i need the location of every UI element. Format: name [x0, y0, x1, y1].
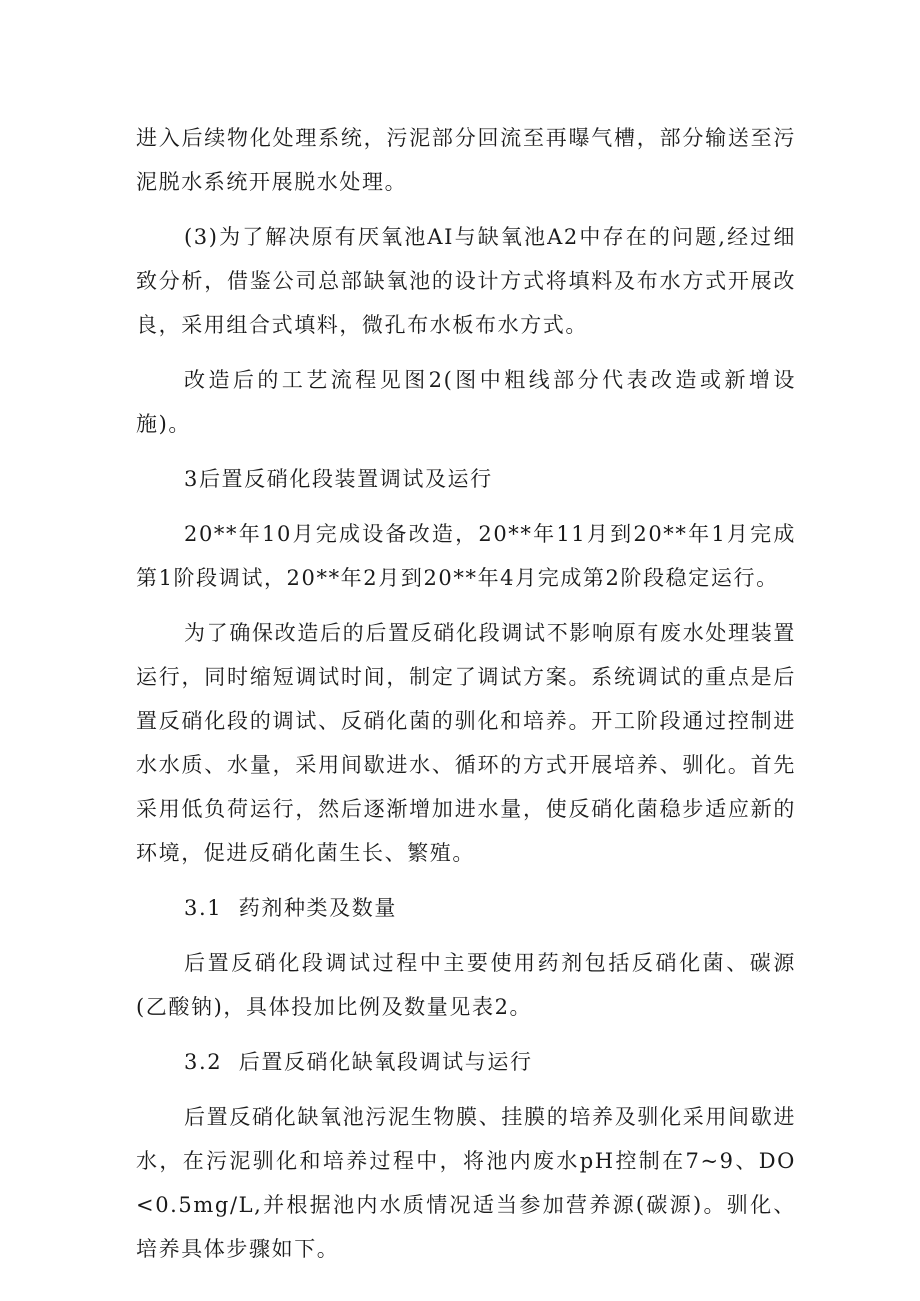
paragraph-schedule: 20**年10月完成设备改造，20**年11月到20**年1月完成第1阶段调试，20**年2月到20**年4月完成第2阶段稳定运行。: [136, 522, 796, 590]
paragraph-process-flow-figure-2: 改造后的工艺流程见图2(图中粗线部分代表改造或新增设施)。: [136, 368, 796, 436]
section-heading-3-1: 3.1 药剂种类及数量: [184, 896, 397, 920]
paragraph-anoxic-cultivation: 后置反硝化缺氧池污泥生物膜、挂膜的培养及驯化采用间歇进水，在污泥驯化和培养过程中，将池内废水pH控制在7~9、DO<0.5mg/L,并根据池内水质情况适当参加营养源(碳源)。驯化、培养具体步骤如下。: [136, 1105, 796, 1261]
paragraph-commissioning-plan: 为了确保改造后的后置反硝化段调试不影响原有废水处理装置运行，同时缩短调试时间，制定了调试方案。系统调试的重点是后置反硝化段的调试、反硝化菌的驯化和培养。开工阶段通过控制进水水质、水量，采用间歇进水、循环的方式开展培养、驯化。首先采用低负荷运行，然后逐渐增加进水量，使反硝化菌稳步适应新的环境，促进反硝化菌生长、繁殖。: [136, 621, 796, 865]
section-heading-3-2: 3.2 后置反硝化缺氧段调试与运行: [184, 1050, 533, 1074]
document-body: [136, 116, 796, 1282]
section-heading-3: 3后置反硝化段装置调试及运行: [184, 467, 493, 491]
paragraph-item-3-anoxic-improvement: (3)为了解决原有厌氧池AI与缺氧池A2中存在的问题,经过细致分析，借鉴公司总部缺氧池的设计方式将填料及布水方式开展改良，采用组合式填料，微孔布水板布水方式。: [136, 225, 796, 337]
paragraph-chemicals: 后置反硝化段调试过程中主要使用药剂包括反硝化菌、碳源(乙酸钠)，具体投加比例及数量见表2。: [136, 951, 796, 1019]
paragraph-continuation: 进入后续物化处理系统，污泥部分回流至再曝气槽，部分输送至污泥脱水系统开展脱水处理。: [136, 126, 796, 194]
